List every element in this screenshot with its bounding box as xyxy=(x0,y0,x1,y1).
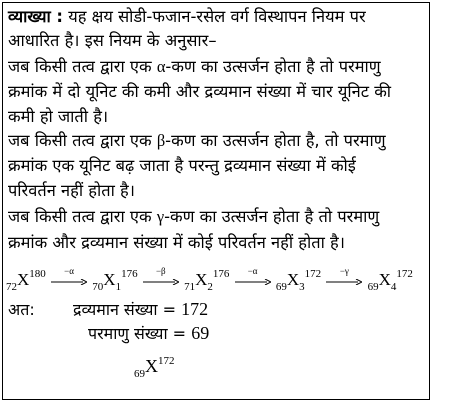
therefore-label: अत: xyxy=(8,300,35,319)
arrow-icon xyxy=(326,279,362,285)
element-x: $_{72}X^{180}$ xyxy=(6,268,46,293)
arrow-beta: −β xyxy=(143,269,179,287)
beta-symbol: β xyxy=(156,131,166,150)
alpha-text-b: -कण का उत्सर्जन होता है तो परमाणु xyxy=(165,57,381,76)
intro-line-1 xyxy=(8,6,366,28)
alpha-line-3: कमी हो जाती है। xyxy=(8,107,109,126)
alpha-line-2: क्रमांक में दो यूनिट की कमी और द्रव्यमान संख्या में चार यूनिट की xyxy=(8,82,392,101)
gamma-line-2: क्रमांक और द्रव्यमान संख्या में कोई परिवर्तन नहीं होता है। xyxy=(8,233,345,252)
alpha-line-1 xyxy=(8,56,381,78)
atomic-number-label: परमाणु संख्या = xyxy=(88,324,192,343)
element-x2: $_{71}X_2^{176}$ xyxy=(184,268,230,293)
mass-number-label: द्रव्यमान संख्या = xyxy=(73,300,182,319)
beta-line-2: क्रमांक एक यूनिट बढ़ जाता है परन्तु द्रव्यमान संख्या में कोई xyxy=(8,156,356,175)
element-x3: $_{69}X_3^{172}$ xyxy=(275,268,322,293)
arrow-icon xyxy=(51,279,87,285)
element-x4: $_{69}X_4^{172}$ xyxy=(367,268,413,293)
atomic-number-value: 69 xyxy=(191,323,210,343)
gamma-text-a: जब किसी तत्व द्वारा एक xyxy=(8,207,157,226)
decay-equation xyxy=(6,268,413,293)
arrow-gamma: −γ xyxy=(326,269,362,287)
arrow-icon xyxy=(235,279,271,285)
beta-text-a: जब किसी तत्व द्वारा एक xyxy=(8,131,157,150)
intro-line-2: आधारित है। इस नियम के अनुसार– xyxy=(8,31,217,50)
arrow-icon xyxy=(143,279,179,285)
arrow-alpha-2: −α xyxy=(235,269,271,287)
beta-line-1 xyxy=(8,130,386,152)
gamma-line-1 xyxy=(8,206,379,228)
result-element: $_{69}X^{172}$ xyxy=(134,355,175,380)
beta-line-3: परिवर्तन नहीं होता है। xyxy=(8,181,135,200)
beta-text-b: -कण का उत्सर्जन होता है, तो परमाणु xyxy=(165,131,386,150)
heading: व्याख्या : xyxy=(8,7,63,26)
alpha-text-a: जब किसी तत्व द्वारा एक xyxy=(8,57,157,76)
mass-number-line xyxy=(73,298,208,320)
mass-number-value: 172 xyxy=(181,299,209,319)
element-x1: $_{70}X_1^{176}$ xyxy=(92,268,138,293)
intro-text-1: यह क्षय सोडी-फजान-रसेल वर्ग विस्थापन नियम पर xyxy=(68,7,366,26)
arrow-alpha-1: −α xyxy=(51,269,87,287)
alpha-symbol: α xyxy=(156,57,166,76)
gamma-symbol: γ xyxy=(156,207,165,226)
gamma-text-b: -कण का उत्सर्जन होता है तो परमाणु xyxy=(164,207,380,226)
atomic-number-line xyxy=(88,322,209,344)
